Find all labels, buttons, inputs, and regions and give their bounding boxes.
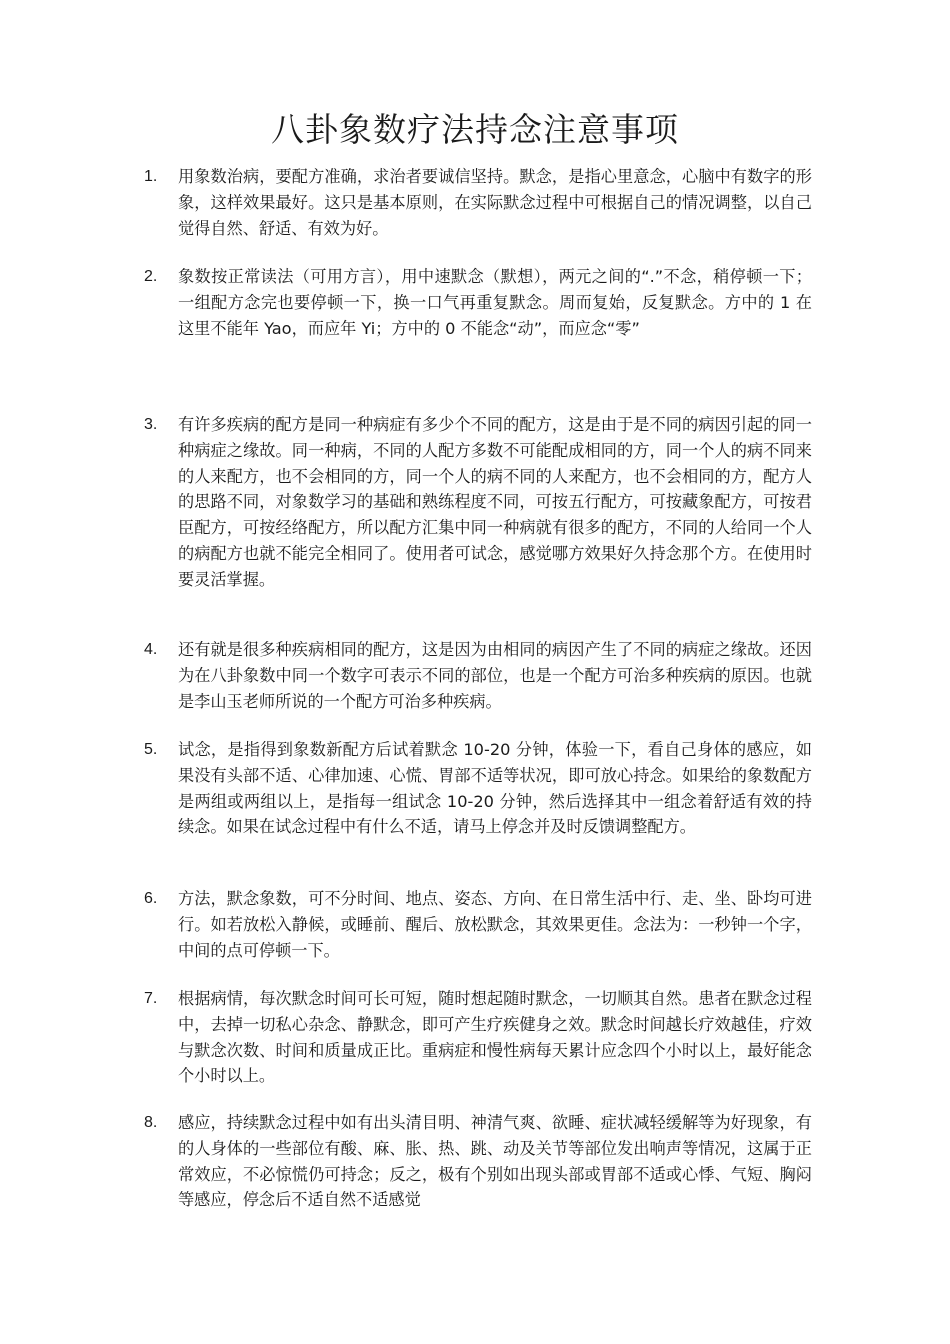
item-number: 5. [144, 741, 158, 758]
item-text: 象数按正常读法（可用方言），用中速默念（默想），两元之间的“.”不念，稍停顿一下；一组配方念完也要停顿一下，换一口气再重复默念。周而复始，反复默念。方中的 1 在这里不能年 Yao，而应年 Yi；方中的 0 不能念“动”，而应念“零” [178, 267, 812, 338]
item-number: 7. [144, 990, 158, 1007]
item-text: 感应，持续默念过程中如有出头清目明、神清气爽、欲睡、症状减轻缓解等为好现象，有的人身体的一些部位有酸、麻、胀、热、跳、动及关节等部位发出响声等情况，这属于正常效应，不必惊慌仍可持念；反之，极有个别如出现头部或胃部不适或心悸、气短、胸闷等感应，停念后不适自然不适感觉 [178, 1113, 812, 1210]
item-number: 6. [144, 890, 158, 907]
item-number: 3. [144, 416, 158, 433]
item-number: 4. [144, 641, 158, 658]
item-text: 试念，是指得到象数新配方后试着默念 10-20 分钟，体验一下，看自己身体的感应，如果没有头部不适、心律加速、心慌、胃部不适等状况，即可放心持念。如果给的象数配方是两组或两组以上，是指每一组试念 10-20 分钟，然后选择其中一组念着舒适有效的持续念。如果在试念过程中有什么不适，请马上停念并及时反馈调整配方。 [178, 740, 812, 837]
document-title: 八卦象数疗法持念注意事项 [271, 110, 679, 149]
item-text: 有许多疾病的配方是同一种病症有多少个不同的配方，这是由于是不同的病因引起的同一种病症之缘故。同一种病，不同的人配方多数不可能配成相同的方，同一个人的病不同来的人来配方，也不会相同的方，同一个人的病不同的人来配方，也不会相同的方，配方人的思路不同，对象数学习的基础和熟练程度不同，可按五行配方，可按藏象配方，可按君臣配方，可按经络配方，所以配方汇集中同一种病就有很多的配方，不同的人给同一个人的病配方也就不能完全相同了。使用者可试念，感觉哪方效果好久持念那个方。在使用时要灵活掌握。 [178, 415, 812, 589]
item-text: 方法，默念象数，可不分时间、地点、姿态、方向、在日常生活中行、走、坐、卧均可进行。如若放松入静候，或睡前、醒后、放松默念，其效果更佳。念法为：一秒钟一个字，中间的点可停顿一下。 [178, 889, 812, 960]
item-number: 2. [144, 268, 158, 285]
item-number: 1. [144, 168, 158, 185]
item-text: 根据病情，每次默念时间可长可短，随时想起随时默念，一切顺其自然。患者在默念过程中，去掉一切私心杂念、静默念，即可产生疗疾健身之效。默念时间越长疗效越佳，疗效与默念次数、时间和质量成正比。重病症和慢性病每天累计应念四个小时以上，最好能念个小时以上。 [178, 989, 812, 1086]
item-number: 8. [144, 1114, 158, 1131]
item-text: 还有就是很多种疾病相同的配方，这是因为由相同的病因产生了不同的病症之缘故。还因为在八卦象数中同一个数字可表示不同的部位，也是一个配方可治多种疾病的原因。也就是李山玉老师所说的一个配方可治多种疾病。 [178, 640, 812, 711]
item-text: 用象数治病，要配方准确，求治者要诚信坚持。默念，是指心里意念，心脑中有数字的形象，这样效果最好。这只是基本原则，在实际默念过程中可根据自己的情况调整，以自己觉得自然、舒适、有效为好。 [178, 167, 812, 238]
